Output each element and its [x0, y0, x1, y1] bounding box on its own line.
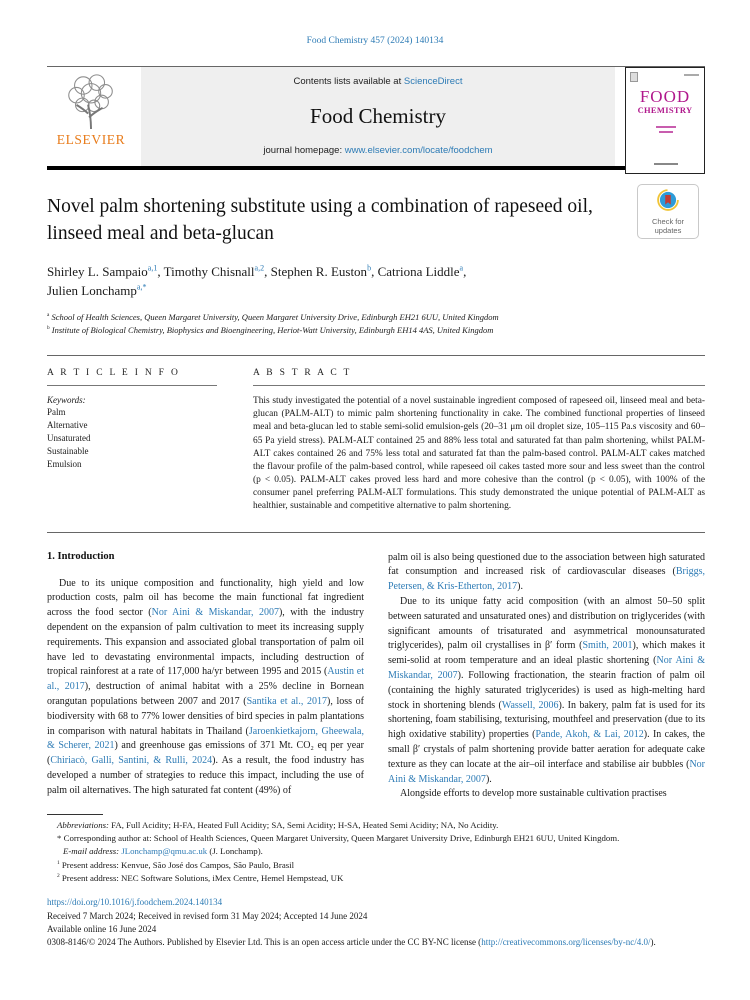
journal-cover-thumbnail[interactable] — [625, 67, 705, 174]
text-link[interactable]: Jaroenkietkajorn, Gheewala, & Scherer, 2021 — [47, 725, 364, 752]
available-online: Available online 16 June 2024 — [47, 924, 157, 935]
text-link[interactable]: JLonchamp@qmu.ac.uk — [121, 846, 208, 857]
abstract-header: A B S T R A C T — [253, 368, 352, 379]
text-link[interactable]: Nor Aini & Miskandar, 2007 — [151, 607, 279, 619]
paragraph: * Corresponding author at: School of Health Sciences, Queen Margaret University, Queen Margaret University Drive, Edinburgh EH21 6UU, United Kingdom. — [57, 833, 620, 844]
intro-right-paragraphs — [388, 551, 705, 803]
paragraph: E-mail address: JLonchamp@qmu.ac.uk (J. Lonchamp). — [63, 846, 263, 857]
intro-left-paragraphs — [47, 577, 364, 799]
elsevier-logo[interactable] — [47, 67, 135, 166]
cover-micro-text-bar — [656, 126, 676, 128]
abstract-text: This study investigated the potential of a novel sustainable ingredient composed of rapeseed oil, linseed meal and beta-glucan (PALM-ALT) to mimic palm shortening functionality in cake. The combined functional properties of linseed meal and beta-glucan led to stable semi-solid emulsion-gels (20–31 μm oil droplet size, 105–115 Pa.s viscosity and 60–65 Pa yield stress). PALM-ALT contained 25 and 88% less total and saturated fat than palm shortening, whilst PALM-ALT cakes contained 26 and 75% less total and saturated fat than the palm-based control. PALM-ALT cakes matched the flavour profile of the palm-based control, while rapeseed oil cakes tasted more sour and less sweet than the control (p < 0.05). PALM-ALT cakes proved less hard and more cohesive than the control (p < 0.05), with 100% of the consumer panel preferring PALM-ALT formulations. This study demonstrated the unique potential of PALM-ALT as healthier, sustainable and competitive alternative to palm shortening. — [253, 396, 705, 512]
footnotes — [47, 819, 705, 885]
text-link[interactable]: a — [459, 263, 464, 273]
intro-right-column — [388, 551, 705, 803]
cover-title: FOOD CHEMISTRY — [637, 87, 693, 115]
journal-banner — [141, 67, 615, 166]
text-link[interactable]: Pande, Akoh, & Lai, 2012 — [535, 729, 644, 741]
affiliations — [47, 311, 705, 337]
abstract-column — [253, 368, 705, 513]
text-link[interactable]: Chiriacò, Galli, Santini, & Rulli, 2024 — [50, 755, 213, 767]
text-link[interactable]: Santika et al., 2017 — [246, 695, 327, 707]
author-list: Shirley L. Sampaio$^{a,1}$, Timothy Chisnall$^{a,2}$, Stephen R. Euston$^b$, Catriona Liddle$^a$, Julien Lonchamp$^{a,*}$ — [47, 263, 467, 299]
paragraph: Due to its unique fatty acid composition (with an almost 50–50 split between saturated and unsaturated ones) and distribution on triglycerides (with significant amounts of trisaturated and asymmetrical monounsaturated triglycerides), palm oil crystallises in β′ form (Smith, 2001), which makes it semi-solid at room temperature and an ideal plastic shortening (Nor Aini & Miskandar, 2007). Following fractionation, the stearin fraction of palm oil (containing the highly saturated triglycerides) is used as high-melting hard stock in shortening blends (Wassell, 2006). In bakery, palm fat is used for its shortening, foam stabilising, texturising, mouthfeel and preservation (due to its high oxidative stability) properties (Pande, Akoh, & Lai, 2012). In cakes, the small β′ crystals of palm shortening provide batter aeration for adequate cake texture as they can locate at the air–oil interface and stabilise air bubbles (Nor Aini & Miskandar, 2007). — [388, 595, 705, 785]
elsevier-tree-icon — [62, 71, 120, 131]
journal-citation-link[interactable]: Food Chemistry 457 (2024) 140134 — [306, 36, 444, 46]
keyword: Emulsion — [47, 459, 82, 470]
paragraph: Alongside efforts to develop more sustainable cultivation practises — [400, 788, 667, 800]
keyword: Sustainable — [47, 446, 89, 457]
keyword: Alternative — [47, 420, 88, 431]
text-link[interactable]: Smith, 2001 — [582, 640, 633, 652]
header-rule — [47, 385, 217, 386]
text-link[interactable]: a,2 — [254, 263, 265, 273]
text-link[interactable]: b — [367, 263, 372, 273]
publication-metadata — [47, 896, 705, 949]
sciencedirect-link[interactable]: ScienceDirect — [403, 76, 463, 87]
divider-rule — [47, 532, 705, 533]
article-info-header: A R T I C L E I N F O — [47, 368, 181, 379]
footnote-rule — [47, 814, 103, 815]
text-link[interactable]: a,1 — [147, 263, 158, 273]
license-line: 0308-8146/© 2024 The Authors. Published by Elsevier Ltd. This is an open access article under the CC BY-NC license (http://creativecommons.org/licenses/by-nc/4.0/). — [47, 937, 656, 948]
journal-title: Food Chemistry — [310, 103, 446, 128]
article-info-column — [47, 368, 253, 513]
text-link[interactable]: Nor Aini & Miskandar, 2007 — [388, 758, 705, 785]
masthead — [47, 66, 705, 170]
paragraph: Abbreviations: FA, Full Acidity; H-FA, Heated Full Acidity; SA, Semi Acidity; H-SA, Heated Semi Acidity; NA, No Acidity. — [57, 820, 499, 831]
text-link[interactable]: Wassell, 2006 — [501, 699, 559, 711]
text-link[interactable]: Briggs, Petersen, & Kris-Etherton, 2017 — [388, 566, 705, 593]
elsevier-wordmark: ELSEVIER — [56, 132, 126, 147]
check-for-updates-icon — [657, 189, 679, 211]
text-link[interactable]: http://creativecommons.org/licenses/by-nc/4.0/ — [481, 937, 651, 948]
keywords-list — [47, 406, 217, 471]
paragraph: $^2$ Present address: NEC Software Solutions, iMex Centre, Hemel Hempstead, UK — [57, 872, 344, 883]
journal-homepage-link[interactable]: www.elsevier.com/locate/foodchem — [344, 145, 493, 156]
paragraph: Due to its unique composition and functionality, high yield and low production costs, palm oil has become the main functional fat ingredient across the food sector (Nor Aini & Miskandar, 2007), with the industry dependent on the expansion of palm cultivation to meet its increasing supply requirements. This expansion and associated global transportation of palm oil have led to devastating environmental impacts, including destruction of tropical rainforest at a rate of 117,000 ha/yr between 1995 and 2015 (Austin et al., 2017), destruction of animal habitat with a 25% decline in Bornean orangutan populations between 2007 and 2017 (Santika et al., 2017), loss of biodiversity with 68 to 77% lower densities of bird species in palm plantations in comparison with natural habitats in Thailand (Jaroenkietkajorn, Gheewala, & Scherer, 2021) and greenhouse gas emissions of 371 Mt. CO₂ eq per year (Chiriacò, Galli, Santini, & Rulli, 2024). As a result, the food industry has developed a number of strategies to reduce this impact, including the use of palm oil alternatives. The high saturated fat content (49%) of — [47, 577, 365, 796]
paragraph: $^1$ Present address: Kenvue, São José dos Campos, São Paulo, Brasil — [57, 859, 295, 870]
check-for-updates-badge[interactable] — [637, 184, 699, 239]
text-link[interactable]: Austin et al., 2017 — [47, 666, 364, 693]
doi-link[interactable]: https://doi.org/10.1016/j.foodchem.2024.140134 — [47, 897, 223, 908]
paragraph: palm oil is also being questioned due to the association between high saturated fat consumption and increased risk of cardiovascular diseases (Briggs, Petersen, & Kris-Etherton, 2017). — [388, 551, 705, 593]
homepage-line: journal homepage: www.elsevier.com/locate/foodchem — [263, 145, 493, 156]
contents-line: Contents lists available at ScienceDirect — [293, 76, 463, 87]
text-link[interactable]: Nor Aini & Miskandar, 2007 — [388, 655, 705, 681]
paragraph: $^b$ Institute of Biological Chemistry, Biophysics and Bioengineering, Heriot-Watt University, Edinburgh EH14 4AS, United Kingdom — [47, 324, 494, 335]
divider-rule — [47, 355, 705, 356]
article-title: Novel palm shortening substitute using a combination of rapeseed oil, linseed meal and beta-glucan — [47, 196, 593, 244]
paragraph: $^a$ School of Health Sciences, Queen Margaret University, Queen Margaret University Drive, Edinburgh EH21 6UU, United Kingdom — [47, 311, 499, 322]
cover-publisher-mark — [630, 72, 638, 82]
received-dates: Received 7 March 2024; Received in revised form 31 May 2024; Accepted 14 June 2024 — [47, 911, 368, 922]
check-for-updates-label: Check for updates — [651, 217, 685, 235]
keyword: Palm — [47, 407, 66, 418]
section-heading-introduction: 1. Introduction — [47, 550, 115, 562]
cover-issn-bar — [684, 74, 699, 76]
intro-left-column — [47, 551, 364, 803]
cover-micro-text-bar — [654, 163, 678, 165]
keyword: Unsaturated — [47, 433, 91, 444]
header-rule — [253, 385, 705, 386]
text-link[interactable]: a,* — [136, 282, 147, 292]
cover-micro-text-bar — [659, 131, 673, 133]
keywords-label: Keywords: — [47, 395, 86, 406]
